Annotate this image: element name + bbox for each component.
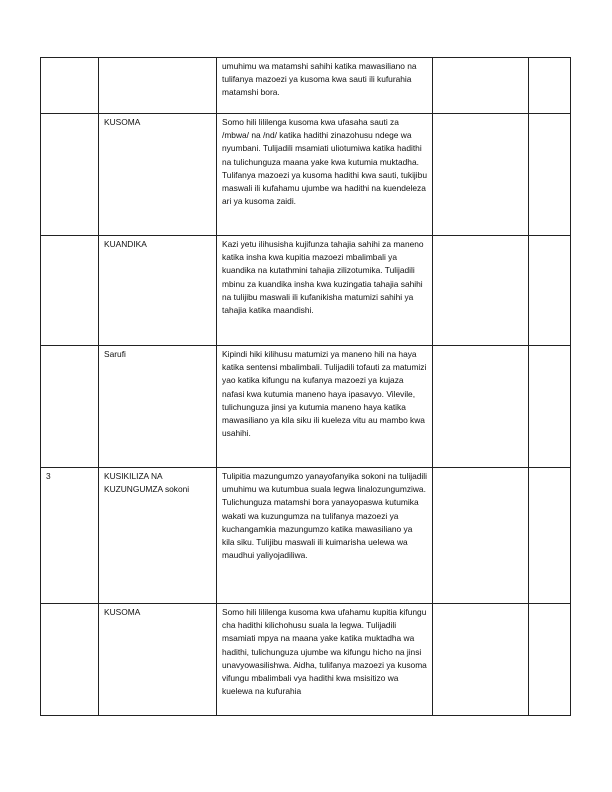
empty-cell [433, 114, 529, 236]
empty-cell [529, 114, 571, 236]
content-cell: Kazi yetu ilihusisha kujifunza tahajia sahihi za maneno katika insha kwa kupitia mazoezi mbalimbali ya kuandika na kutathmini tahajia zilizotumika. Tulijadili mbinu za kuandika insha kwa kuzingatia tahajia sahihi na tulijibu maswali ili kufanikisha matumizi sahihi ya tahajia katika maandishi. [217, 236, 433, 346]
table-row [41, 236, 571, 346]
topic-cell: Sarufi [99, 346, 217, 468]
content-cell: umuhimu wa matamshi sahihi katika mawasiliano na tulifanya mazoezi ya kusoma kwa sauti ili kufurahia matamshi bora. [217, 58, 433, 114]
topic-cell: KUSOMA [99, 114, 217, 236]
week-cell [41, 114, 99, 236]
week-cell [41, 236, 99, 346]
empty-cell [433, 346, 529, 468]
empty-cell [529, 468, 571, 604]
topic-cell: KUSIKILIZA NA KUZUNGUMZA sokoni [99, 468, 217, 604]
table-row [41, 468, 571, 604]
content-cell: Tulipitia mazungumzo yanayofanyika sokoni na tulijadili umuhimu wa kutumbua suala legwa linalozungumziwa. Tulichunguza matamshi bora yanayopaswa kutumika wakati wa kuzungumza na tulifanya mazoezi ya kuchangamkia mazungumzo katika mawasiliano ya kila siku. Tulijibu maswali ili kuimarisha uelewa wa maudhui yaliyojadiliwa. [217, 468, 433, 604]
empty-cell [433, 236, 529, 346]
week-cell [41, 604, 99, 716]
topic-cell: KUSOMA [99, 604, 217, 716]
empty-cell [529, 236, 571, 346]
table-row [41, 114, 571, 236]
empty-cell [433, 468, 529, 604]
empty-cell [529, 604, 571, 716]
empty-cell [433, 58, 529, 114]
week-cell [41, 346, 99, 468]
empty-cell [529, 346, 571, 468]
content-cell: Somo hili lililenga kusoma kwa ufahamu kupitia kifungu cha hadithi kilichohusu suala la legwa. Tulijadili msamiati mpya na maana yake katika muktadha wa hadithi, tulichunguza ujumbe wa kifungu hicho na jinsi unavyowasilishwa. Aidha, tulifanya mazoezi ya kusoma vifungu mbalimbali vya hadithi kwa msisitizo wa kuelewa na kufurahia [217, 604, 433, 716]
empty-cell [529, 58, 571, 114]
table-row [41, 604, 571, 716]
content-cell: Kipindi hiki kilihusu matumizi ya maneno hili na haya katika sentensi mbalimbali. Tulijadili tofauti za matumizi yao katika kifungu na kufanya mazoezi ya kujaza nafasi kwa kutumia maneno haya ipasavyo. Vilevile, tulichunguza jinsi ya kutumia maneno haya katika mawasiliano ya kila siku ili kueleza vitu au mambo kwa usahihi. [217, 346, 433, 468]
table-row [41, 58, 571, 114]
table-row [41, 346, 571, 468]
empty-cell [433, 604, 529, 716]
scheme-of-work-table [40, 57, 571, 716]
week-cell: 3 [41, 468, 99, 604]
topic-cell [99, 58, 217, 114]
topic-cell: KUANDIKA [99, 236, 217, 346]
content-cell: Somo hili lililenga kusoma kwa ufasaha sauti za /mbwa/ na /nd/ katika hadithi zinazohusu ndege wa nyumbani. Tulijadili msamiati uliotumiwa katika hadithi na tulichunguza maana yake kwa kutumia muktadha. Tulifanya mazoezi ya kusoma hadithi kwa sauti, tukijibu maswali ili kufahamu ujumbe wa hadithi na kuendeleza ari ya kusoma zaidi. [217, 114, 433, 236]
week-cell [41, 58, 99, 114]
